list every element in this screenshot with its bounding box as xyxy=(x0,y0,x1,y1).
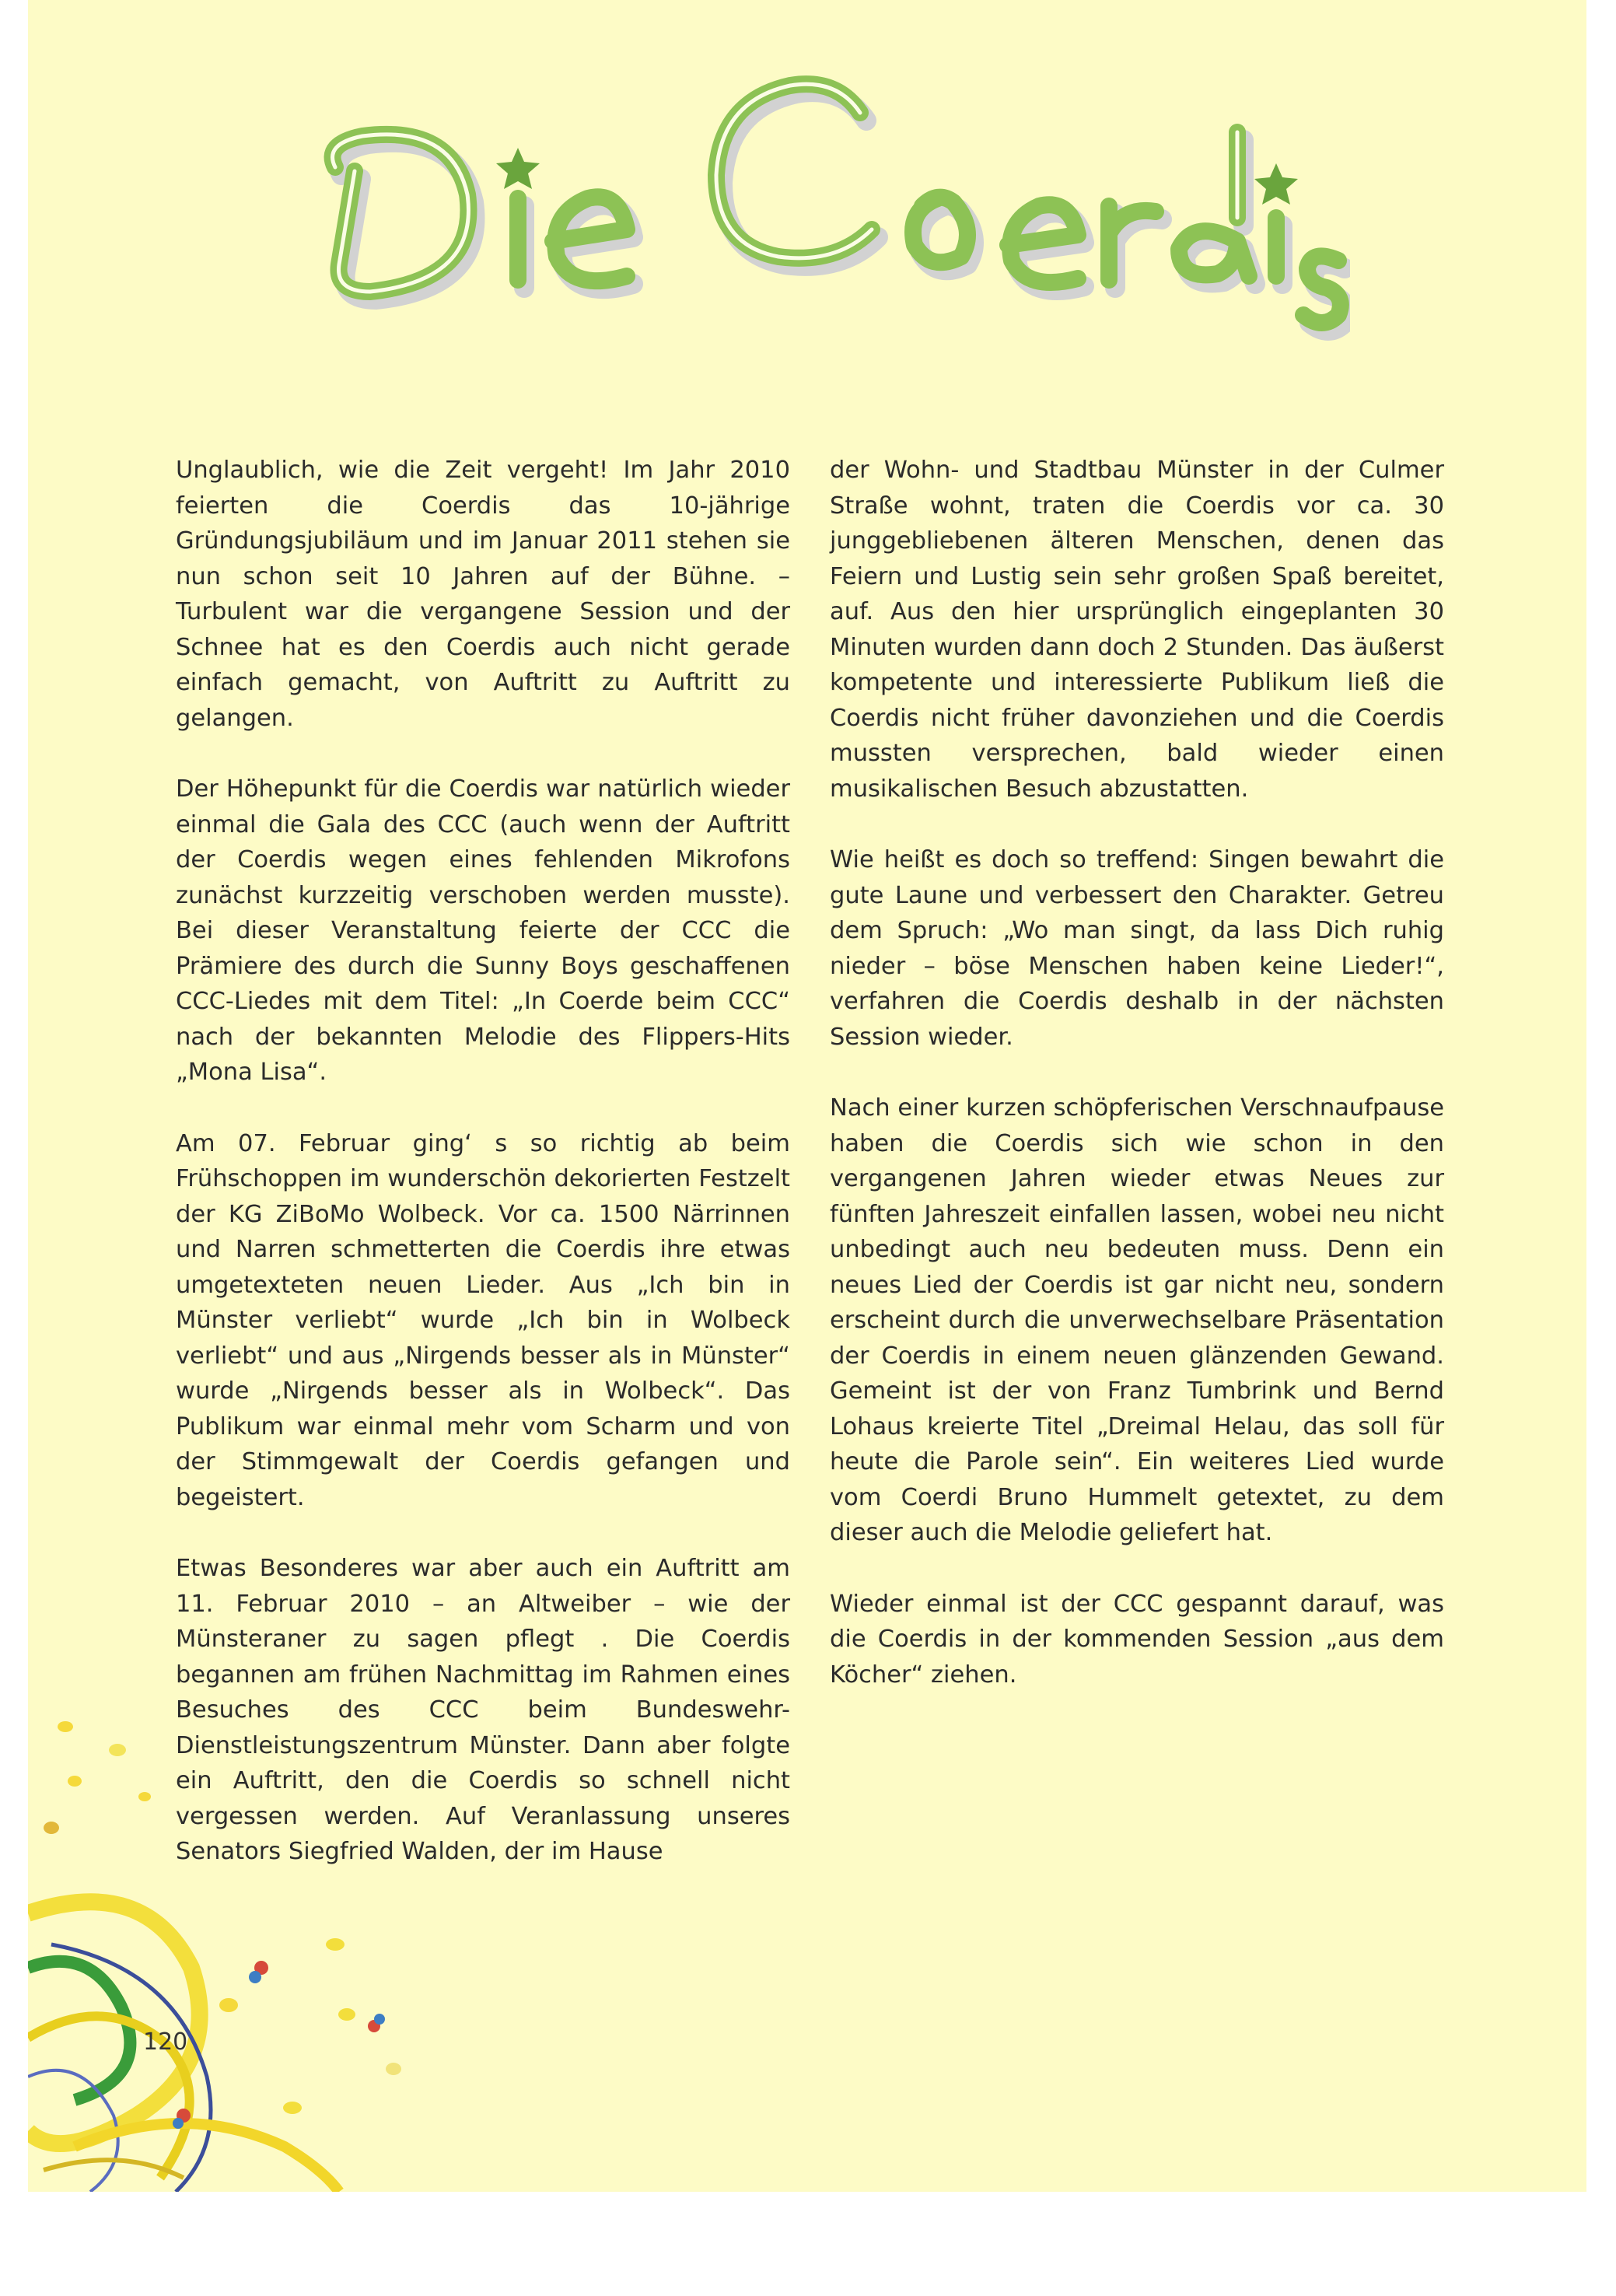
confetti-piece xyxy=(68,1776,82,1787)
confetti-piece xyxy=(249,1971,261,1983)
paragraph: Wie heißt es doch so treffend: Singen bewahrt die gute Laune und verbessert den Charakter. Getreu dem Spruch: „Wo man singt, da lass Dich ruhig nieder – böse Menschen haben keine Lieder!“, verfahren die Coerdis deshalb in der nächsten Session wieder. xyxy=(830,846,1444,1051)
confetti-streamer-decoration xyxy=(28,1711,417,2192)
star-icon xyxy=(496,148,540,189)
paragraph: Nach einer kurzen schöpferischen Verschnaufpause haben die Coerdis sich wie schon in den vergangenen Jahren wieder etwas Neues zur fünften Jahreszeit einfallen lassen, wobei neu nicht unbedingt auch neu bedeuten muss. Denn ein neues Lied der Coerdis ist gar nicht neu, sondern erscheint durch die unverwechselbare Präsentation der Coerdis in einem neuen glänzenden Gewand. Gemeint ist der von Franz Tumbrink und Bernd Lohaus kreierte Titel „Dreimal Helau, das soll für heute die Parole sein“. Ein weiteres Lied wurde vom Coerdi Bruno Hummelt getextet, zu dem dieser auch die Melodie geliefert hat. xyxy=(830,1094,1444,1546)
paragraph: Etwas Besonderes war aber auch ein Auftritt am 11. Februar 2010 – an Altweiber – wie der Münsteraner zu sagen pflegt . Die Coerdis begannen am frühen Nachmittag im Rahmen eines Besuches des CCC beim Bundeswehr-Dienstleistungszentrum Münster. Dann aber folgte ein Auftritt, den die Coerdis so schnell nicht vergessen werden. Auf Veranlassung unseres Senators Siegfried Walden, der im Hause xyxy=(176,1555,790,1865)
confetti-piece xyxy=(219,1998,238,2012)
paragraph: Der Höhepunkt für die Coerdis war natürlich wieder einmal die Gala des CCC (auch wenn der Auftritt der Coerdis wegen eines fehlenden Mikrofons zunächst kurzzeitig verschoben werden musste). Bei dieser Veranstaltung feierte der CCC die Prämiere des durch die Sunny Boys geschaffenen CCC-Liedes mit dem Titel: „In Coerde beim CCC“ nach der bekannten Melodie des Flippers-Hits „Mona Lisa“. xyxy=(176,775,790,1086)
confetti-piece xyxy=(138,1792,151,1801)
confetti-piece xyxy=(109,1744,126,1756)
paragraph: Wieder einmal ist der CCC gespannt darauf, was die Coerdis in der kommenden Session „aus dem Köcher“ ziehen. xyxy=(830,1590,1444,1689)
confetti-piece xyxy=(173,2118,184,2129)
star-icon xyxy=(1254,163,1298,205)
confetti-piece xyxy=(386,2063,401,2075)
paragraph: der Wohn- und Stadtbau Münster in der Culmer Straße wohnt, traten die Coerdis vor ca. 30 junggebliebenen älteren Menschen, denen das Feiern und Lustig sein sehr großen Spaß bereitet, auf. Aus den hier ursprünglich eingeplanten 30 Minuten wurden dann doch 2 Stunden. Das äußerst kompetente und interessierte Publikum ließ die Coerdis nicht früher davonziehen und die Coerdis mussten versprechen, bald wieder einen musikalischen Besuch abzustatten. xyxy=(830,457,1444,803)
confetti-piece xyxy=(338,2008,355,2021)
title-shadow-layer xyxy=(339,92,1347,331)
paragraph: Unglaublich, wie die Zeit vergeht! Im Jahr 2010 feierten die Coerdis das 10-jährige Gründungsjubiläum und im Januar 2011 stehen sie nun schon seit 10 Jahren auf der Bühne. – Turbulent war die vergangene Session und der Schnee hat es den Coerdis auch nicht gerade einfach gemacht, von Auftritt zu Auftritt zu gelangen. xyxy=(176,457,790,732)
article-left-column xyxy=(176,453,790,1906)
confetti-piece xyxy=(374,2014,385,2025)
page-number: 120 xyxy=(143,2028,188,2056)
confetti-piece xyxy=(326,1938,345,1951)
confetti-piece xyxy=(58,1721,73,1732)
confetti-piece xyxy=(44,1822,59,1834)
article-right-column xyxy=(830,453,1444,1728)
page-title xyxy=(261,31,1350,358)
paragraph: Am 07. Februar ging‘ s so richtig ab beim Frühschoppen im wunderschön dekorierten Festzelt der KG ZiBoMo Wolbeck. Vor ca. 1500 Närrinnen und Narren schmetterten die Coerdis ihre etwas umgetexteten neuen Lieder. Aus „Ich bin in Münster verliebt“ wurde „Ich bin in Wolbeck verliebt“ und aus „Nirgends besser als in Münster“ wurde „Nirgends besser als in Wolbeck“. Das Publikum war einmal mehr vom Scharm und von der Stimmgewalt der Coerdis gefangen und begeistert. xyxy=(176,1129,790,1511)
page xyxy=(28,0,1586,2192)
confetti-piece xyxy=(283,2102,302,2114)
title-lettering xyxy=(261,31,1350,358)
